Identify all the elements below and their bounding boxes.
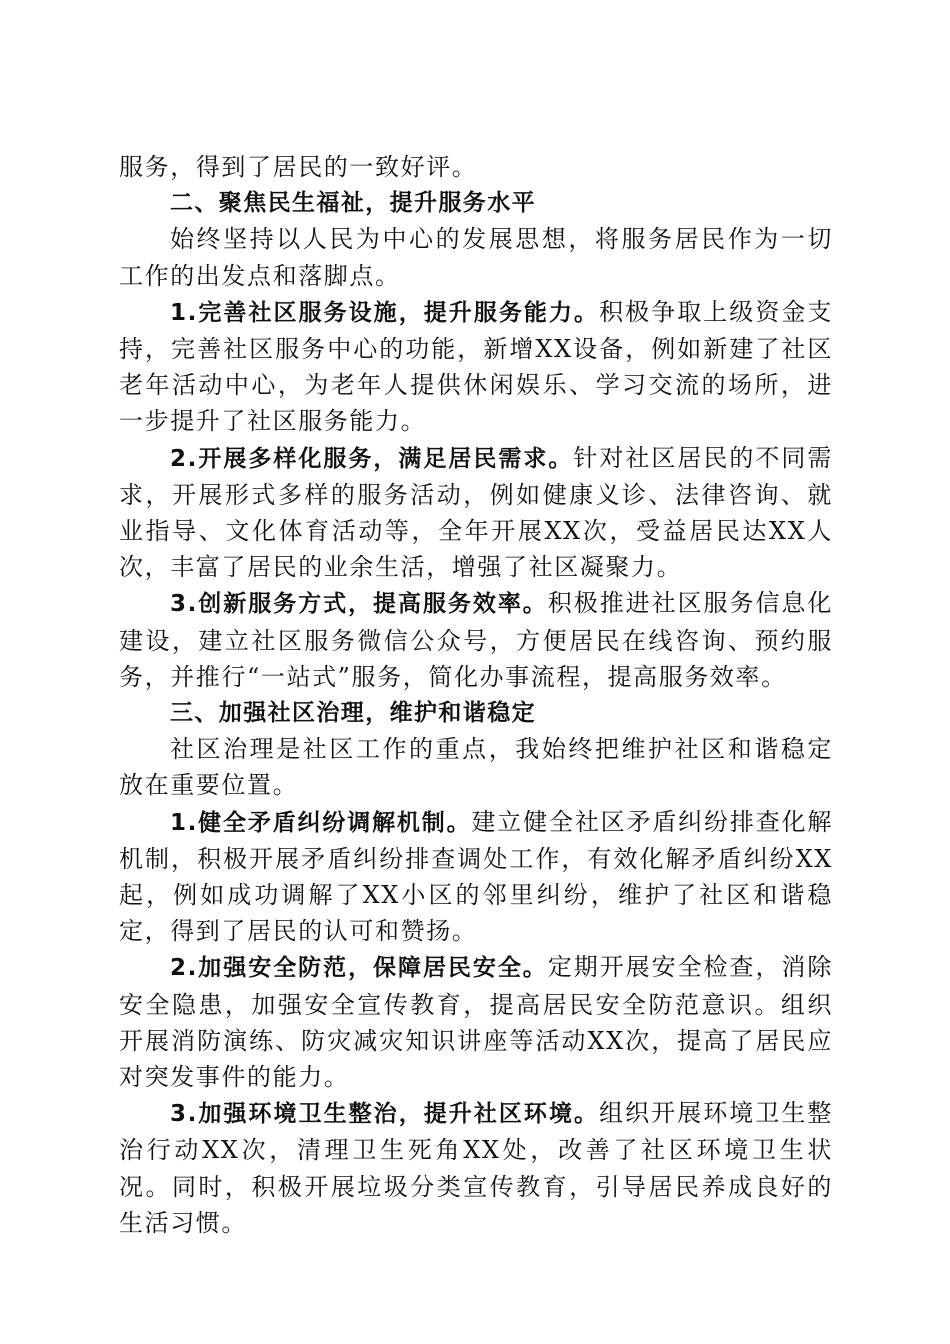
section-intro: 社区治理是社区工作的重点，我始终把维护社区和谐稳定放在重要位置。	[119, 735, 833, 800]
list-item	[119, 440, 833, 586]
item-body: 积极争取上级资金支持，完善社区服务中心的功能，新增XX设备，例如新建了社区老年活动中心，为老年人提供休闲娱乐、学习交流的场所，进一步提升了社区服务能力。	[119, 297, 833, 436]
list-item	[119, 804, 833, 950]
list-item	[119, 949, 833, 1095]
item-body: 组织开展环境卫生整治行动XX次，清理卫生死角XX处，改善了社区环境卫生状况。同时，积极开展垃圾分类宣传教育，引导居民养成良好的生活习惯。	[119, 1099, 833, 1237]
list-item	[119, 585, 833, 695]
item-lead: 2.加强安全防范，保障居民安全。	[170, 955, 548, 982]
item-lead: 1.完善社区服务设施，提升服务能力。	[170, 299, 600, 326]
section-heading: 二、聚焦民生福祉，提升服务水平	[170, 190, 536, 217]
section-intro: 始终坚持以人民为中心的发展思想，将服务居民作为一切工作的出发点和落脚点。	[119, 225, 833, 290]
continuation-paragraph: 服务，得到了居民的一致好评。	[119, 153, 478, 181]
list-item	[119, 1095, 833, 1241]
section-heading: 三、加强社区治理，维护和谐稳定	[170, 700, 536, 727]
item-lead: 3.加强环境卫生整治，提升社区环境。	[170, 1101, 600, 1128]
list-item	[119, 294, 833, 440]
item-body: 针对社区居民的不同需求，开展形式多样的服务活动，例如健康义诊、法律咨询、就业指导、文化体育活动等，全年开展XX次，受益居民达XX人次，丰富了居民的业余生活，增强了社区凝聚力。	[119, 443, 833, 582]
item-lead: 2.开展多样化服务，满足居民需求。	[170, 445, 574, 472]
item-lead: 3.创新服务方式，提高服务效率。	[170, 591, 548, 618]
item-body: 定期开展安全检查，消除安全隐患，加强安全宣传教育，提高居民安全防范意识。组织开展消防演练、防灾减灾知识讲座等活动XX次，提高了居民应对突发事件的能力。	[119, 953, 833, 1092]
item-body: 积极推进社区服务信息化建设，建立社区服务微信公众号，方便居民在线咨询、预约服务，并推行“一站式”服务，简化办事流程，提高服务效率。	[119, 589, 833, 691]
item-body: 建立健全社区矛盾纠纷排查化解机制，积极开展矛盾纠纷排查调处工作，有效化解矛盾纠纷XX起，例如成功调解了XX小区的邻里纠纷，维护了社区和谐稳定，得到了居民的认可和赞扬。	[119, 807, 833, 946]
item-lead: 1.健全矛盾纠纷调解机制。	[170, 809, 472, 836]
document-page	[119, 149, 833, 1241]
